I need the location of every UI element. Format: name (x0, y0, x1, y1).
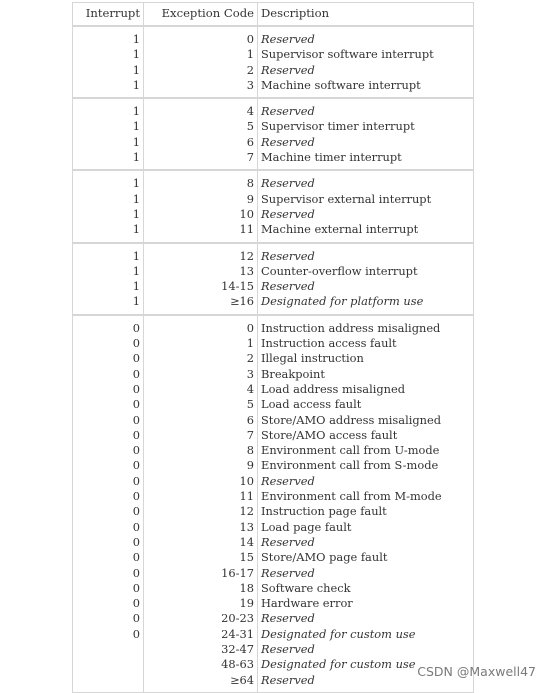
row-group (73, 243, 474, 315)
row-group (73, 315, 474, 693)
exception-code-cell: 0 (144, 315, 258, 336)
interrupt-cell: 1 (73, 119, 144, 134)
description-cell: Supervisor software interrupt (258, 47, 474, 62)
exception-code-cell: 18 (144, 581, 258, 596)
table-row (73, 294, 474, 314)
exception-code-cell: 0 (144, 26, 258, 47)
description-cell: Breakpoint (258, 367, 474, 382)
header-row (73, 3, 474, 27)
exception-code-cell: 5 (144, 397, 258, 412)
description-cell: Hardware error (258, 596, 474, 611)
exception-code-cell: 5 (144, 119, 258, 134)
interrupt-cell: 0 (73, 627, 144, 642)
interrupt-cell: 1 (73, 78, 144, 98)
exception-code-cell: ≥16 (144, 294, 258, 314)
table-row (73, 47, 474, 62)
table-row (73, 279, 474, 294)
description-cell: Reserved (258, 98, 474, 119)
exception-code-cell: 9 (144, 192, 258, 207)
description-cell: Reserved (258, 535, 474, 550)
table-row (73, 443, 474, 458)
interrupt-cell: 0 (73, 611, 144, 626)
table-row (73, 264, 474, 279)
exception-code-cell: 12 (144, 504, 258, 519)
table-row (73, 170, 474, 191)
table-row (73, 566, 474, 581)
interrupt-cell (73, 657, 144, 672)
description-cell: Store/AMO access fault (258, 428, 474, 443)
description-cell: Reserved (258, 474, 474, 489)
table-row (73, 550, 474, 565)
exception-code-column-header: Exception Code (144, 3, 258, 27)
table-row (73, 458, 474, 473)
row-group (73, 26, 474, 98)
interrupt-cell: 1 (73, 243, 144, 264)
exception-code-cell: 1 (144, 336, 258, 351)
description-cell: Counter-overflow interrupt (258, 264, 474, 279)
interrupt-cell: 0 (73, 474, 144, 489)
description-cell: Instruction page fault (258, 504, 474, 519)
exception-code-cell: 48-63 (144, 657, 258, 672)
exception-code-cell: 14-15 (144, 279, 258, 294)
exception-code-cell: 10 (144, 474, 258, 489)
table-row (73, 207, 474, 222)
exception-code-cell: 19 (144, 596, 258, 611)
table-row (73, 520, 474, 535)
table-row (73, 150, 474, 170)
interrupt-cell: 0 (73, 351, 144, 366)
exception-code-cell: 6 (144, 135, 258, 150)
description-cell: Reserved (258, 26, 474, 47)
interrupt-cell: 1 (73, 170, 144, 191)
table-row (73, 119, 474, 134)
exception-code-cell: 13 (144, 520, 258, 535)
interrupt-cell: 1 (73, 192, 144, 207)
table-row (73, 63, 474, 78)
interrupt-column-header: Interrupt (73, 3, 144, 27)
exception-code-cell: 8 (144, 443, 258, 458)
exception-code-cell: 24-31 (144, 627, 258, 642)
exception-code-cell: 4 (144, 382, 258, 397)
exception-code-cell: 2 (144, 63, 258, 78)
interrupt-cell: 0 (73, 520, 144, 535)
exception-code-cell: 6 (144, 413, 258, 428)
interrupt-cell: 0 (73, 504, 144, 519)
interrupt-cell: 1 (73, 264, 144, 279)
row-group (73, 170, 474, 242)
interrupt-cell: 1 (73, 294, 144, 314)
table-row (73, 78, 474, 98)
table-row (73, 367, 474, 382)
table-row (73, 642, 474, 657)
description-column-header: Description (258, 3, 474, 27)
exception-code-cell: 15 (144, 550, 258, 565)
description-cell: Instruction address misaligned (258, 315, 474, 336)
interrupt-cell: 0 (73, 581, 144, 596)
interrupt-cell: 0 (73, 596, 144, 611)
exception-code-cell: 13 (144, 264, 258, 279)
table-row (73, 504, 474, 519)
interrupt-cell (73, 673, 144, 693)
exception-code-cell: 9 (144, 458, 258, 473)
description-cell: Software check (258, 581, 474, 596)
exception-code-cell: 3 (144, 78, 258, 98)
description-cell: Reserved (258, 63, 474, 78)
interrupt-cell: 1 (73, 26, 144, 47)
description-cell: Illegal instruction (258, 351, 474, 366)
exception-code-cell: 11 (144, 222, 258, 242)
table-header (73, 3, 474, 27)
description-cell: Reserved (258, 566, 474, 581)
table-row (73, 428, 474, 443)
table-row (73, 489, 474, 504)
interrupt-cell: 1 (73, 47, 144, 62)
exception-code-cell: 3 (144, 367, 258, 382)
description-cell: Environment call from U-mode (258, 443, 474, 458)
interrupt-cell: 1 (73, 98, 144, 119)
table-row (73, 222, 474, 242)
interrupt-cell: 1 (73, 222, 144, 242)
interrupt-cell: 0 (73, 458, 144, 473)
description-cell: Environment call from M-mode (258, 489, 474, 504)
exception-code-cell: 11 (144, 489, 258, 504)
table-row (73, 336, 474, 351)
interrupt-cell: 0 (73, 367, 144, 382)
exception-code-cell: 32-47 (144, 642, 258, 657)
description-cell: Reserved (258, 243, 474, 264)
interrupt-cell: 0 (73, 336, 144, 351)
description-cell: Designated for custom use (258, 657, 474, 672)
table-row (73, 98, 474, 119)
interrupt-cell: 1 (73, 150, 144, 170)
table-row (73, 135, 474, 150)
description-cell: Environment call from S-mode (258, 458, 474, 473)
description-cell: Machine software interrupt (258, 78, 474, 98)
exception-code-cell: 10 (144, 207, 258, 222)
description-cell: Reserved (258, 135, 474, 150)
description-cell: Load address misaligned (258, 382, 474, 397)
interrupt-cell: 0 (73, 413, 144, 428)
exception-code-cell: 12 (144, 243, 258, 264)
table-row (73, 596, 474, 611)
exception-code-cell: 2 (144, 351, 258, 366)
table-row (73, 627, 474, 642)
description-cell: Reserved (258, 642, 474, 657)
table-row (73, 581, 474, 596)
interrupt-cell: 0 (73, 566, 144, 581)
table-row (73, 26, 474, 47)
exception-code-cell: 8 (144, 170, 258, 191)
csdn-watermark: CSDN @Maxwell47 (417, 664, 536, 679)
description-cell: Machine timer interrupt (258, 150, 474, 170)
interrupt-cell: 0 (73, 443, 144, 458)
interrupt-cell: 0 (73, 428, 144, 443)
exception-code-cell: 16-17 (144, 566, 258, 581)
description-cell: Supervisor external interrupt (258, 192, 474, 207)
description-cell: Reserved (258, 207, 474, 222)
description-cell: Designated for platform use (258, 294, 474, 314)
description-cell: Supervisor timer interrupt (258, 119, 474, 134)
interrupt-cell (73, 642, 144, 657)
description-cell: Reserved (258, 673, 474, 693)
interrupt-cell: 1 (73, 135, 144, 150)
description-cell: Store/AMO page fault (258, 550, 474, 565)
exception-code-cell: 7 (144, 428, 258, 443)
exception-code-cell: 4 (144, 98, 258, 119)
exception-code-cell: 20-23 (144, 611, 258, 626)
row-group (73, 98, 474, 170)
exception-code-cell: ≥64 (144, 673, 258, 693)
table-row (73, 413, 474, 428)
table-row (73, 351, 474, 366)
exception-code-table (72, 2, 474, 693)
interrupt-cell: 0 (73, 382, 144, 397)
table-row (73, 535, 474, 550)
description-cell: Machine external interrupt (258, 222, 474, 242)
table-row (73, 397, 474, 412)
table-row (73, 474, 474, 489)
interrupt-cell: 1 (73, 207, 144, 222)
interrupt-cell: 0 (73, 535, 144, 550)
interrupt-cell: 1 (73, 63, 144, 78)
table-row (73, 673, 474, 693)
table-row (73, 192, 474, 207)
exception-code-cell: 1 (144, 47, 258, 62)
description-cell: Designated for custom use (258, 627, 474, 642)
description-cell: Reserved (258, 170, 474, 191)
interrupt-cell: 0 (73, 489, 144, 504)
description-cell: Reserved (258, 279, 474, 294)
interrupt-cell: 0 (73, 397, 144, 412)
interrupt-cell: 1 (73, 279, 144, 294)
table-row (73, 382, 474, 397)
exception-code-cell: 14 (144, 535, 258, 550)
exception-code-cell: 7 (144, 150, 258, 170)
table-row (73, 315, 474, 336)
table-row (73, 243, 474, 264)
table-row (73, 611, 474, 626)
description-cell: Store/AMO address misaligned (258, 413, 474, 428)
interrupt-cell: 0 (73, 550, 144, 565)
description-cell: Reserved (258, 611, 474, 626)
table-row (73, 657, 474, 672)
description-cell: Load page fault (258, 520, 474, 535)
description-cell: Load access fault (258, 397, 474, 412)
description-cell: Instruction access fault (258, 336, 474, 351)
interrupt-cell: 0 (73, 315, 144, 336)
